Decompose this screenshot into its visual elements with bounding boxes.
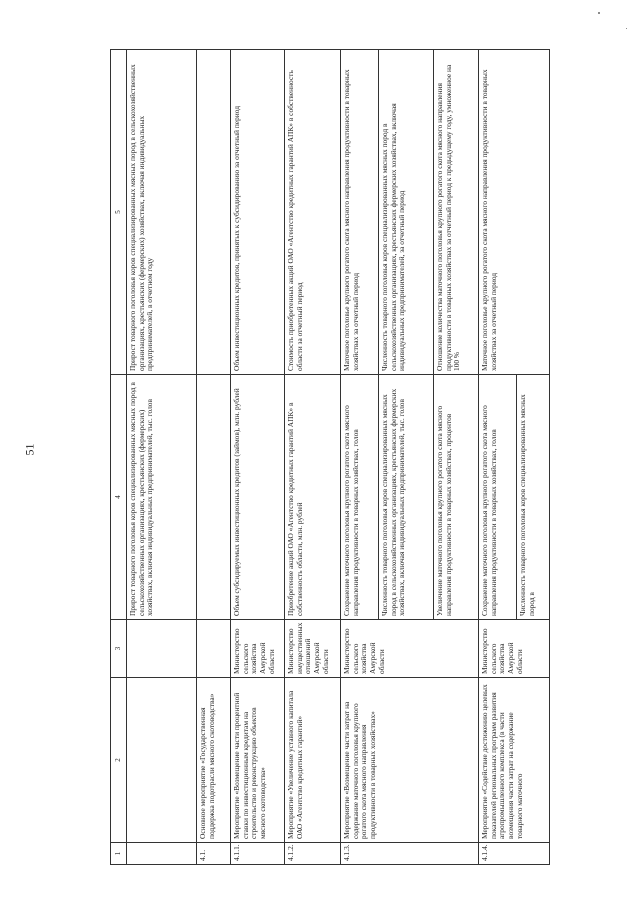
scan-speck (626, 28, 627, 29)
description-item: Маточное поголовье крупного рогатого скота мясного направления продуктивности в товарных хозяйствах за отчетный период (342, 69, 360, 371)
row-number: 4.1.2. (285, 843, 341, 865)
header-col-3: 3 (111, 620, 127, 678)
rotated-table-wrapper (110, 50, 550, 865)
description-item: Отношение количества маточного поголовья крупного рогатого скота мясного направления продуктивности в товарных хозяйствах за отчетный период к предыдущему году, умноженное на 100 % (433, 50, 464, 374)
header-col-2: 2 (111, 678, 127, 843)
row-name (127, 678, 197, 843)
indicator-item: Численность товарного поголовья коров специализированных мясных пород в сельскохозяйственных организациях, крестьянских фермерских хозяйствах, включая индивидуальных предпринимателей, тыс. голов (378, 375, 433, 619)
row-name: Мероприятие «Возмещение части процентной ставки по инвестиционным кредитам на строительство и реконструкцию объектов мясного скотоводства» (231, 678, 285, 843)
program-table (110, 49, 550, 865)
row-name: Мероприятие «Содействие достижению целевых показателей региональных программ развития агропромышленного комплекса (в части возмещения части затрат на содержание товарного маточного (479, 678, 550, 843)
row-number (127, 843, 197, 865)
row-number: 4.1.1. (231, 843, 285, 865)
header-row (111, 50, 127, 865)
table-row (231, 50, 285, 865)
row-description: Маточное поголовье крупного рогатого скота мясного направления продуктивности в товарных хозяйствах за отчетный период (479, 50, 550, 375)
row-number: 4.1.4. (479, 843, 550, 865)
scan-speck (598, 12, 600, 14)
row-descriptions-cell (341, 50, 479, 375)
row-description (197, 50, 231, 375)
row-indicators-cell (341, 375, 479, 620)
row-indicator: Объем субсидируемых инвестиционных кредитов (займов), млн. рублей (231, 375, 285, 620)
table-row (285, 50, 341, 865)
header-col-1: 1 (111, 843, 127, 865)
row-indicator (197, 375, 231, 620)
row-description: Объем инвестиционных кредитов, принятых к субсидированию за отчетный период (231, 50, 285, 375)
indicator-item: Численность товарного поголовья коров специализированных мясных пород в (516, 375, 538, 619)
row-number: 4.1. (197, 843, 231, 865)
row-executor (197, 620, 231, 678)
header-col-5: 5 (111, 50, 127, 375)
page-number: 51 (22, 443, 37, 456)
row-executor: Министерство сельского хозяйства Амурской области (341, 620, 479, 678)
header-col-4: 4 (111, 375, 127, 620)
row-executor: Министерство сельского хозяйства Амурской области (231, 620, 285, 678)
row-executor: Министерство сельского хозяйства Амурской области (479, 620, 550, 678)
row-executor: Министерство имущественных отношений Амурской области (285, 620, 341, 678)
indicator-item: Сохранение маточного поголовья крупного рогатого скота мясного направления продуктивности в товарных хозяйствах, голов (480, 405, 498, 616)
indicator-item: Сохранение маточного поголовья крупного рогатого скота мясного направления продуктивности в товарных хозяйствах, голов (342, 405, 360, 616)
row-executor (127, 620, 197, 678)
row-description: Прирост товарного поголовья коров специализированных мясных пород в сельскохозяйственных организациях, крестьянских (фермерских) хозяйствах, включая индивидуальных предпринимателей, в отчетном году (127, 50, 197, 375)
table-row (197, 50, 231, 865)
row-description: Стоимость приобретенных акций ОАО «Агентство кредитных гарантий АПК» в собственность области за отчетный период (285, 50, 341, 375)
table-row (479, 50, 550, 865)
row-name: Мероприятие «Увеличение уставного капитала ОАО «Агентство кредитных гарантий» (285, 678, 341, 843)
row-number: 4.1.3. (341, 843, 479, 865)
row-indicators-cell (479, 375, 550, 620)
row-name: Основное мероприятие «Государственная поддержка подотрасли мясного скотоводства» (197, 678, 231, 843)
table-row (341, 50, 479, 865)
row-indicator: Приобретение акций ОАО «Агентство кредитных гарантий АПК» в собственность области, млн. рублей (285, 375, 341, 620)
indicator-item: Увеличение маточного поголовья крупного рогатого скота мясного направления продуктивности в товарных хозяйствах, процентов (433, 375, 455, 619)
row-name: Мероприятие «Возмещение части затрат на содержание маточного поголовья крупного рогатого скота мясного направления продуктивности в товарных хозяйствах» (341, 678, 479, 843)
description-item: Численность товарного поголовья коров специализированных мясных пород в сельскохозяйственных организациях, крестьянских фермерских хозяйствах, включая индивидуальных предпринимателей, за отчетный период (378, 50, 433, 374)
table-row (127, 50, 197, 865)
row-indicator: Прирост товарного поголовья коров специализированных мясных пород в сельскохозяйственных организациях, крестьянских (фермерских) хозяйствах, включая индивидуальных предпринимателей, тыс. голов (127, 375, 197, 620)
